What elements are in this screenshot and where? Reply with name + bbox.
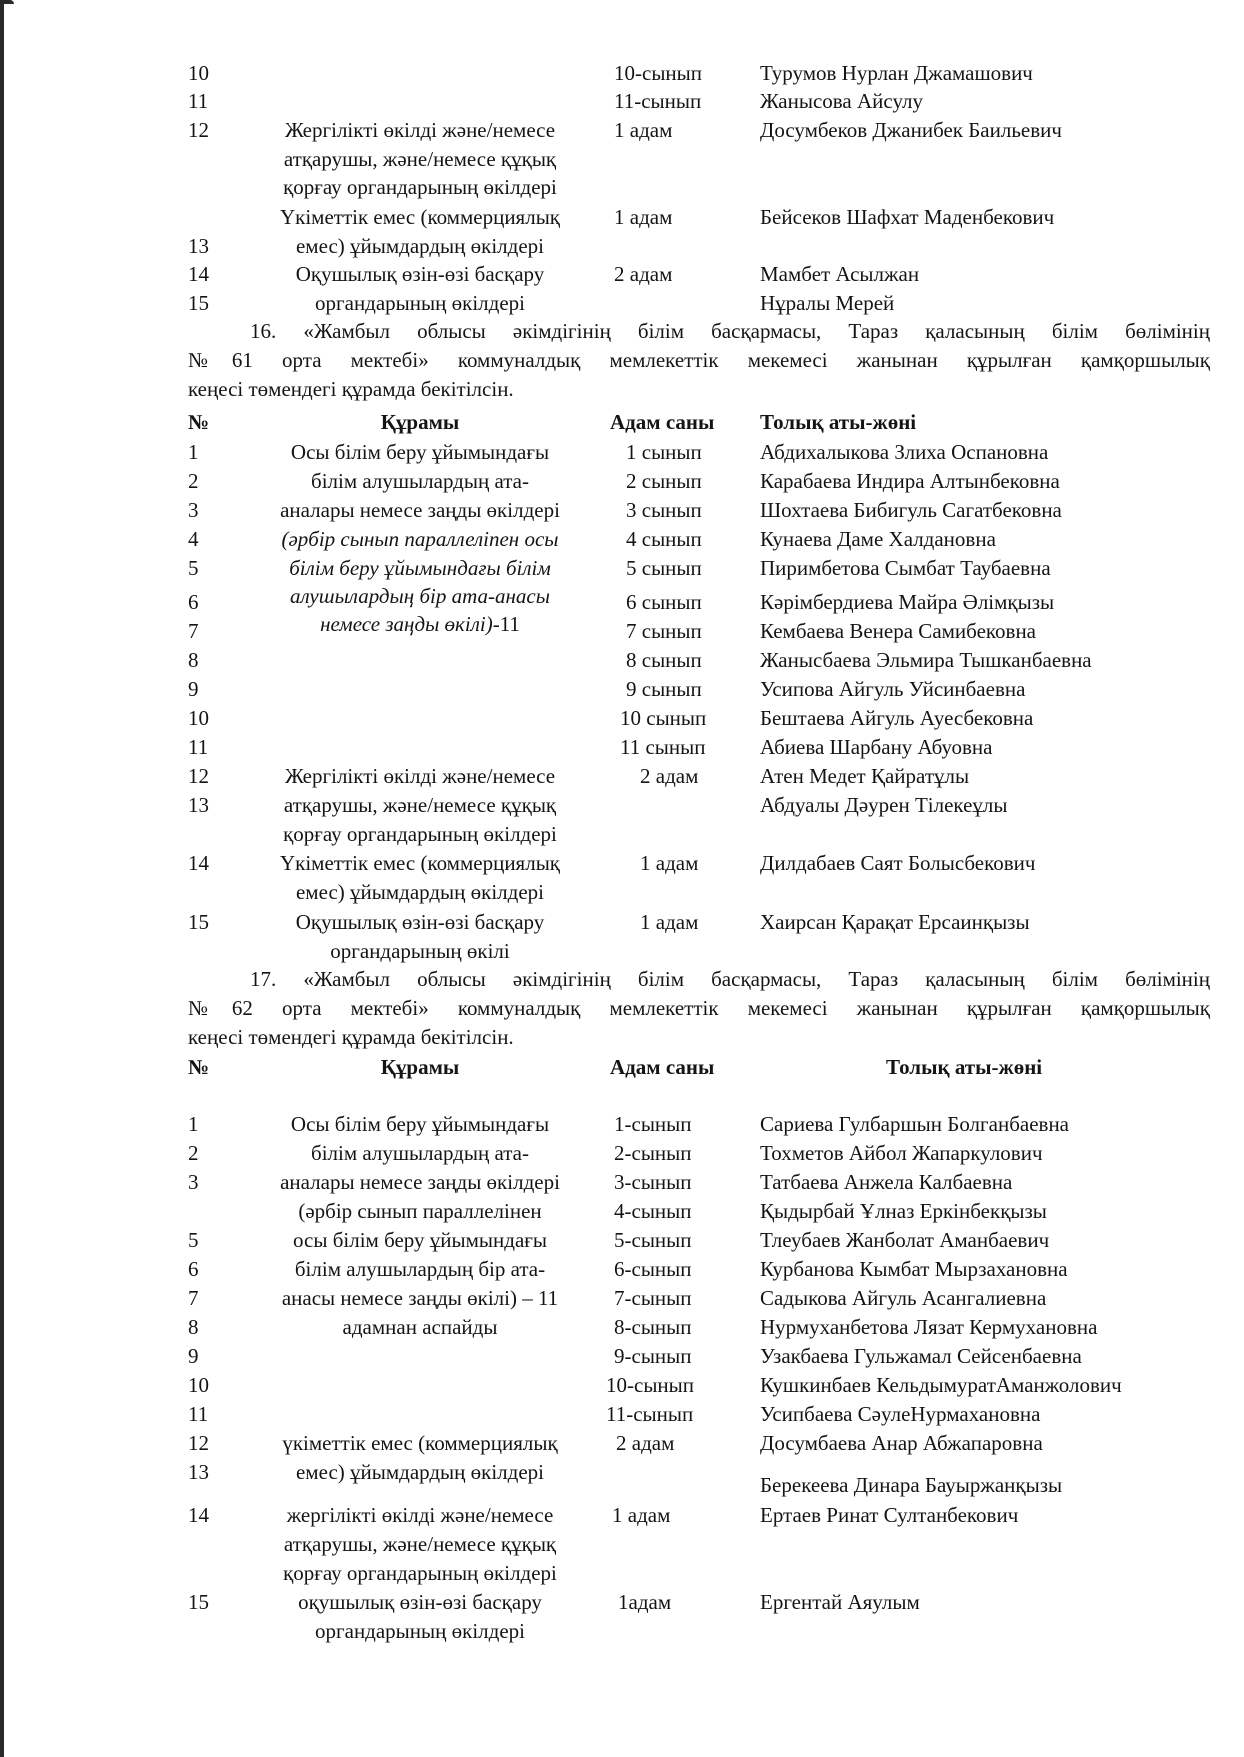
full-name-cell: Кембаева Венера Самибековна	[760, 619, 1037, 643]
row-number: 11	[188, 735, 209, 759]
full-name-cell: Бештаева Айгуль Ауесбековна	[760, 706, 1034, 730]
row-number: 5	[188, 556, 199, 580]
row-number: 15	[188, 291, 209, 315]
count-cell: 7 сынып	[626, 619, 702, 643]
count-cell: 2 адам	[640, 764, 699, 788]
composition-line: (әрбір сынып параллелінен	[298, 1199, 542, 1223]
count-cell: 1 адам	[614, 205, 673, 229]
paragraph-line: кеңесі төмендегі құрамда бекітілсін.	[188, 1025, 514, 1049]
count-cell: 8-сынып	[614, 1315, 692, 1339]
row-number: 8	[188, 648, 199, 672]
count-cell: 3-сынып	[614, 1170, 692, 1194]
full-name-cell: Берекеева Динара Бауыржанқызы	[760, 1473, 1063, 1497]
full-name-cell: Ертаев Ринат Султанбекович	[760, 1503, 1019, 1527]
full-name-cell: Нурмуханбетова Лязат Кермухановна	[760, 1315, 1098, 1339]
header-full-name: Толық аты-жөні	[886, 1055, 1043, 1079]
paragraph-line: №62 орта мектебі» коммуналдық мемлекеттік мекемесі жанынан құрылған қамқоршылық	[188, 996, 1210, 1020]
composition-line: атқарушы, және/немесе құқық	[283, 793, 557, 817]
composition-line: қорғау органдарының өкілдері	[283, 822, 557, 846]
full-name-cell: Кәрімбердиева Майра Әлімқызы	[760, 590, 1055, 614]
composition-line: емес) ұйымдардың өкілдері	[295, 880, 545, 904]
row-number: 11	[188, 89, 209, 113]
row-number: 14	[188, 851, 209, 875]
count-cell: 8 сынып	[626, 648, 702, 672]
composition-line: жергілікті өкілді және/немесе	[286, 1503, 554, 1527]
composition-line: Үкіметтік емес (коммерциялық	[279, 205, 561, 229]
full-name-cell: Атен Медет Қайратұлы	[760, 764, 970, 788]
composition-line: емес) ұйымдардың өкілдері	[295, 1460, 545, 1484]
composition-line-italic: алушылардың бір ата-анасы	[290, 584, 550, 608]
row-number: 10	[188, 61, 209, 85]
count-cell: 5-сынып	[614, 1228, 692, 1252]
row-number: 7	[188, 619, 199, 643]
row-number: 14	[188, 262, 209, 286]
row-number: 15	[188, 1590, 209, 1614]
full-name-cell: Курбанова Кымбат Мырзахановна	[760, 1257, 1068, 1281]
composition-line: осы білім беру ұйымындағы	[293, 1228, 547, 1252]
row-number: 5	[188, 1228, 199, 1252]
composition-line: Осы білім беру ұйымындағы	[290, 1112, 550, 1136]
full-name-cell: Хаирсан Қарақат Ерсаинқызы	[760, 910, 1030, 934]
full-name-cell: Бейсеков Шафхат Маденбекович	[760, 205, 1055, 229]
full-name-cell: Узакбаева Гульжамал Сейсенбаевна	[760, 1344, 1082, 1368]
row-number: 1	[188, 1112, 199, 1136]
composition-line: Осы білім беру ұйымындағы	[290, 440, 550, 464]
row-number: 13	[188, 1460, 209, 1484]
count-cell: 2-сынып	[614, 1141, 692, 1165]
full-name-cell: Тохметов Айбол Жапаркулович	[760, 1141, 1043, 1165]
row-number: 9	[188, 1344, 199, 1368]
composition-line-italic: білім беру ұйымындағы білім	[289, 556, 551, 580]
row-number: 7	[188, 1286, 199, 1310]
row-number: 2	[188, 1141, 199, 1165]
count-cell: 4-сынып	[614, 1199, 692, 1223]
count-cell: 1адам	[618, 1590, 672, 1614]
composition-line: Оқушылық өзін-өзі басқару	[295, 910, 545, 934]
full-name-cell: Нұралы Мерей	[760, 291, 895, 315]
composition-line: адамнан аспайды	[342, 1315, 498, 1339]
row-number: 9	[188, 677, 199, 701]
composition-line: органдарының өкілдері	[315, 291, 525, 315]
count-cell: 4 сынып	[626, 527, 702, 551]
count-cell: 1 адам	[640, 851, 699, 875]
composition-line: Жергілікті өкілді және/немесе	[284, 118, 556, 142]
full-name-cell: Тлеубаев Жанболат Аманбаевич	[760, 1228, 1050, 1252]
full-name-cell: Пиримбетова Сымбат Таубаевна	[760, 556, 1051, 580]
count-cell: 2 сынып	[626, 469, 702, 493]
full-name-cell: Садыкова Айгуль Асангалиевна	[760, 1286, 1047, 1310]
composition-line: емес) ұйымдардың өкілдері	[295, 234, 545, 258]
row-number: 3	[188, 1170, 199, 1194]
count-cell: 6-сынып	[614, 1257, 692, 1281]
full-name-cell: Абдуалы Дәурен Тілекеұлы	[760, 793, 1008, 817]
scan-margin-line	[0, 0, 4, 1757]
header-full-name: Толық аты-жөні	[760, 410, 917, 434]
row-number: 1	[188, 440, 199, 464]
full-name-cell: Кунаева Даме Халдановна	[760, 527, 996, 551]
paragraph-line: кеңесі төмендегі құрамда бекітілсін.	[188, 377, 514, 401]
row-number: 6	[188, 1257, 199, 1281]
row-number: 14	[188, 1503, 209, 1527]
composition-italic-part: немесе заңды өкілі)	[320, 612, 493, 636]
section-16-paragraph	[188, 317, 1210, 404]
full-name-cell: Кушкинбаев КельдымуратАманжолович	[760, 1373, 1122, 1397]
row-number: 15	[188, 910, 209, 934]
full-name-cell: Жанысова Айсулу	[760, 89, 923, 113]
full-name-cell: Абдихалыкова Злиха Оспановна	[760, 440, 1049, 464]
composition-line-mixed	[320, 614, 520, 635]
composition-line: білім алушылардың бір ата-	[294, 1257, 546, 1281]
section-17-paragraph	[188, 965, 1210, 1052]
row-number: 12	[188, 118, 209, 142]
row-number: 6	[188, 590, 199, 614]
paragraph-line: №61 орта мектебі» коммуналдық мемлекеттік мекемесі жанынан құрылған қамқоршылық	[188, 348, 1210, 372]
row-number: 10	[188, 706, 209, 730]
composition-suffix: -11	[492, 612, 520, 636]
composition-line: білім алушылардың ата-	[311, 1141, 529, 1165]
count-cell: 11-сынып	[614, 89, 702, 113]
count-cell: 6 сынып	[626, 590, 702, 614]
count-cell: 1 адам	[614, 118, 673, 142]
row-number: 13	[188, 234, 209, 258]
full-name-cell: Татбаева Анжела Калбаевна	[760, 1170, 1013, 1194]
full-name-cell: Шохтаева Бибигуль Сагатбековна	[760, 498, 1062, 522]
full-name-cell: Дилдабаев Саят Болысбекович	[760, 851, 1036, 875]
composition-line: аналары немесе заңды өкілдері	[280, 498, 560, 522]
row-number: 8	[188, 1315, 199, 1339]
count-cell: 1 адам	[612, 1503, 671, 1527]
composition-line: атқарушы, және/немесе құқық	[283, 147, 557, 171]
full-name-cell: Досумбаева Анар Абжапаровна	[760, 1431, 1043, 1455]
composition-line: Жергілікті өкілді және/немесе	[284, 764, 556, 788]
composition-line: білім алушылардың ата-	[311, 469, 529, 493]
composition-line: аналары немесе заңды өкілдері	[280, 1170, 560, 1194]
count-cell: 11 сынып	[620, 735, 706, 759]
full-name-cell: Қыдырбай Ұлназ Еркінбекқызы	[760, 1199, 1047, 1223]
full-name-cell: Карабаева Индира Алтынбековна	[760, 469, 1060, 493]
count-cell: 5 сынып	[626, 556, 702, 580]
composition-line: атқарушы, және/немесе құқық	[283, 1532, 557, 1556]
full-name-cell: Усипбаева СәулеНурмахановна	[760, 1402, 1041, 1426]
count-cell: 2 адам	[616, 1431, 675, 1455]
full-name-cell: Мамбет Асылжан	[760, 262, 920, 286]
paragraph-line: 17. «Жамбыл облысы әкімдігінің білім басқармасы, Тараз қаласының білім бөлімінің	[250, 967, 1210, 991]
count-cell: 10-сынып	[614, 61, 703, 85]
count-cell: 7-сынып	[614, 1286, 692, 1310]
header-number: №	[188, 410, 210, 434]
count-cell: 10 сынып	[620, 706, 707, 730]
row-number: 12	[188, 764, 209, 788]
row-number: 12	[188, 1431, 209, 1455]
composition-line: қорғау органдарының өкілдері	[283, 175, 557, 199]
count-cell: 10-сынып	[606, 1373, 695, 1397]
full-name-cell: Турумов Нурлан Джамашович	[760, 61, 1033, 85]
header-count: Адам саны	[610, 410, 715, 434]
count-cell: 1-сынып	[614, 1112, 692, 1136]
composition-line: қорғау органдарының өкілдері	[283, 1561, 557, 1585]
full-name-cell: Сариева Гулбаршын Болганбаевна	[760, 1112, 1070, 1136]
composition-line: үкіметтік емес (коммерциялық	[282, 1431, 558, 1455]
row-number: 13	[188, 793, 209, 817]
composition-line: Оқушылық өзін-өзі басқару	[295, 262, 545, 286]
count-cell: 9 сынып	[626, 677, 702, 701]
header-count: Адам саны	[610, 1055, 715, 1079]
header-number: №	[188, 1055, 210, 1079]
row-number: 2	[188, 469, 199, 493]
row-number: 4	[188, 527, 199, 551]
composition-line: органдарының өкілі	[330, 939, 510, 963]
count-cell: 11-сынып	[606, 1402, 694, 1426]
row-number: 3	[188, 498, 199, 522]
count-cell: 9-сынып	[614, 1344, 692, 1368]
full-name-cell: Досумбеков Джанибек Баильевич	[760, 118, 1062, 142]
paragraph-line: 16. «Жамбыл облысы әкімдігінің білім басқармасы, Тараз қаласының білім бөлімінің	[250, 319, 1210, 343]
full-name-cell: Ергентай Аяулым	[760, 1590, 920, 1614]
composition-line: Үкіметтік емес (коммерциялық	[279, 851, 561, 875]
composition-line: анасы немесе заңды өкілі) – 11	[281, 1286, 559, 1310]
composition-line-italic: (әрбір сынып параллеліпен осы	[281, 527, 559, 551]
count-cell: 3 сынып	[626, 498, 702, 522]
composition-line: органдарының өкілдері	[315, 1619, 525, 1643]
header-composition: Құрамы	[380, 1055, 460, 1079]
row-number: 11	[188, 1402, 209, 1426]
row-number: 10	[188, 1373, 209, 1397]
count-cell: 2 адам	[614, 262, 673, 286]
full-name-cell: Жанысбаева Эльмира Тышканбаевна	[760, 648, 1092, 672]
composition-line: оқушылық өзін-өзі басқару	[298, 1590, 542, 1614]
count-cell: 1 адам	[640, 910, 699, 934]
full-name-cell: Усипова Айгуль Уйсинбаевна	[760, 677, 1026, 701]
full-name-cell: Абиева Шарбану Абуовна	[760, 735, 993, 759]
count-cell: 1 сынып	[626, 440, 702, 464]
header-composition: Құрамы	[380, 410, 460, 434]
